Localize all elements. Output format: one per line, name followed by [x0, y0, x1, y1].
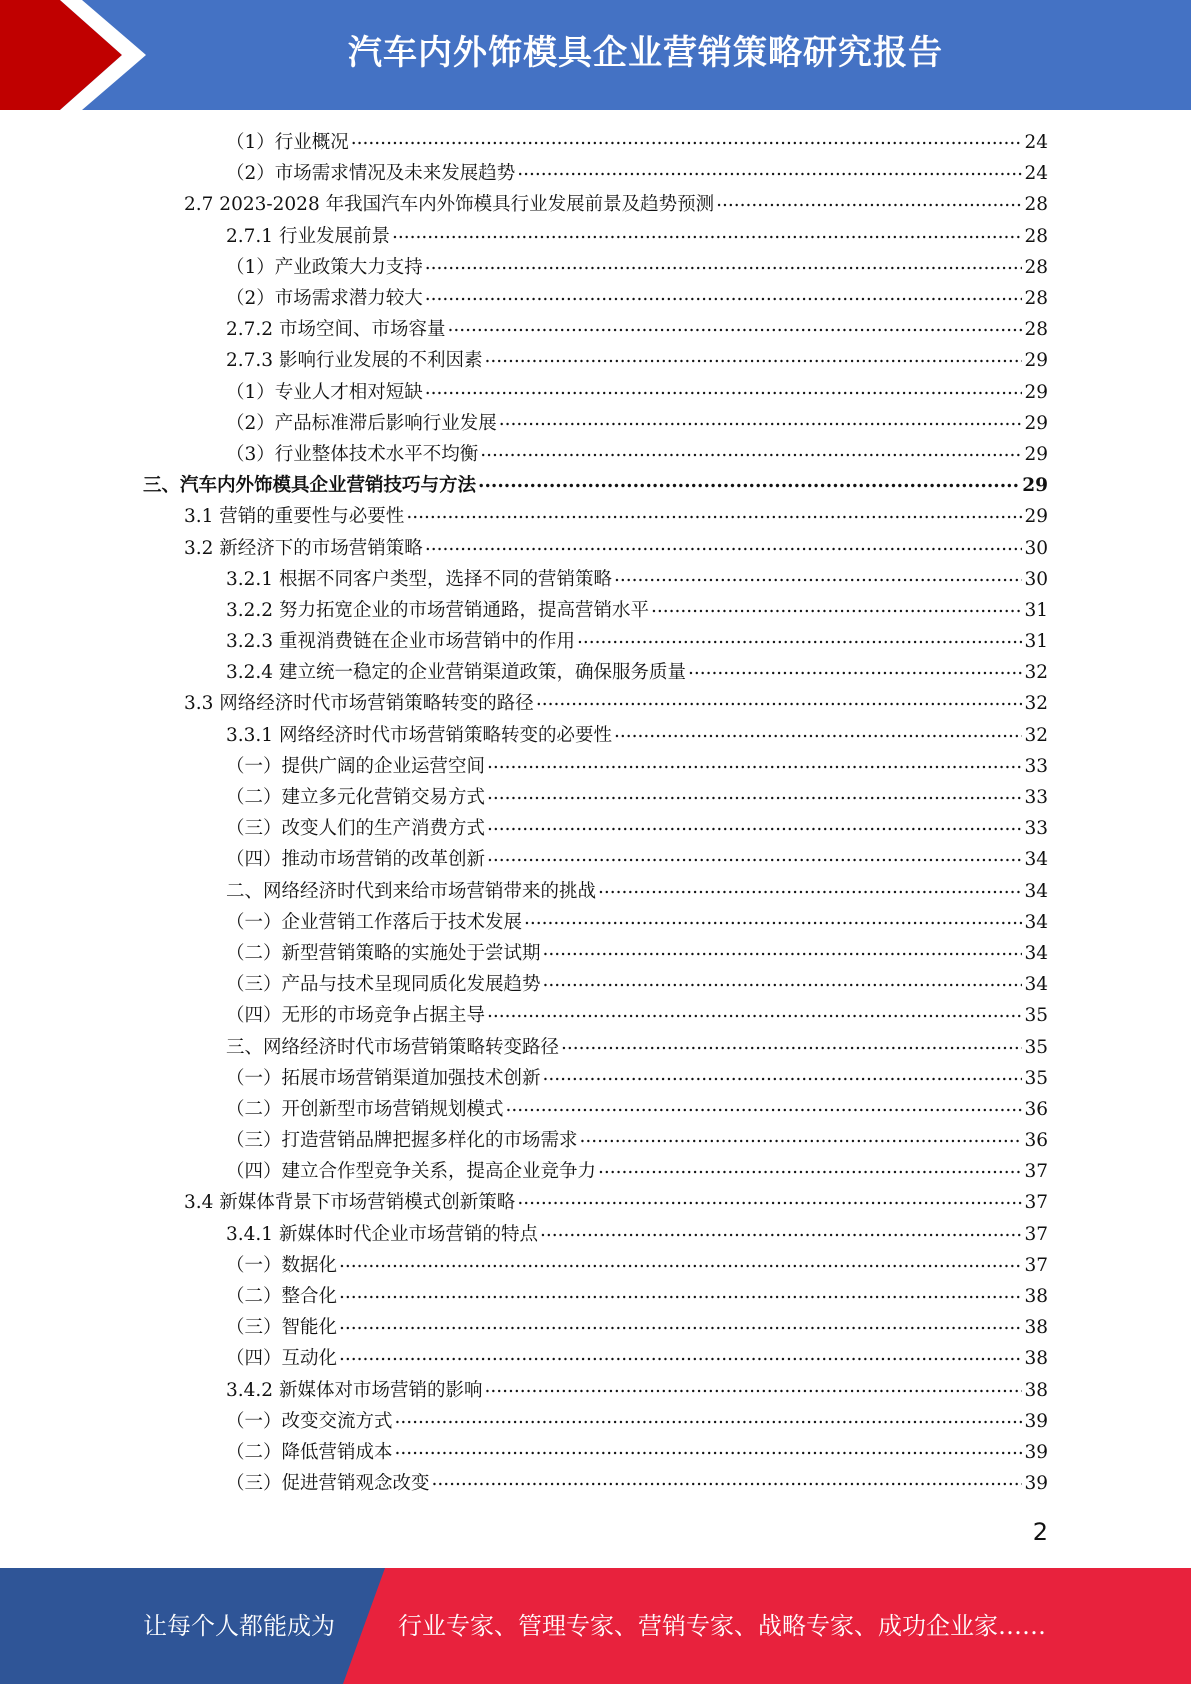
toc-dot-leader — [506, 1094, 1023, 1125]
toc-dot-leader — [425, 283, 1023, 314]
toc-entry-page: 28 — [1024, 256, 1048, 278]
toc-dot-leader — [395, 1406, 1023, 1437]
toc-entry-title: （三）产品与技术呈现同质化发展趋势 — [226, 974, 541, 996]
toc-dot-leader — [536, 688, 1023, 719]
toc-entry-page: 34 — [1024, 880, 1048, 902]
toc-entry-title: 3.4 新媒体背景下市场营销模式创新策略 — [184, 1192, 516, 1214]
toc-entry-page: 29 — [1022, 475, 1048, 497]
toc-entry-title: （一）提供广阔的企业运营空间 — [226, 755, 486, 777]
toc-entry-title: 2.7 2023-2028 年我国汽车内外饰模具行业发展前景及趋势预测 — [184, 194, 715, 216]
toc-dot-leader — [339, 1312, 1022, 1343]
toc-entry-page: 35 — [1024, 1036, 1048, 1058]
toc-entry[interactable] — [0, 1156, 1191, 1187]
toc-dot-leader — [499, 408, 1023, 439]
toc-entry[interactable] — [0, 345, 1191, 376]
toc-entry-page: 24 — [1024, 163, 1048, 185]
toc-entry-title: （2）市场需求潜力较大 — [226, 288, 423, 310]
toc-entry-page: 38 — [1024, 1286, 1048, 1308]
toc-entry-title: 3.2 新经济下的市场营销策略 — [184, 537, 423, 559]
toc-entry-page: 31 — [1024, 599, 1048, 621]
toc-dot-leader — [480, 439, 1022, 470]
toc-dot-leader — [487, 751, 1022, 782]
toc-entry[interactable] — [0, 1187, 1191, 1218]
page-header — [0, 0, 1191, 110]
toc-entry-title: 三、汽车内外饰模具企业营销技巧与方法 — [143, 475, 477, 497]
toc-entry-page: 37 — [1024, 1192, 1048, 1214]
toc-entry-title: 2.7.2 市场空间、市场容量 — [226, 319, 446, 341]
toc-entry-page: 35 — [1024, 1067, 1048, 1089]
toc-entry-title: （四）推动市场营销的改革创新 — [226, 849, 486, 871]
toc-entry[interactable] — [0, 532, 1191, 563]
toc-dot-leader — [487, 1000, 1022, 1031]
toc-entry-page: 28 — [1024, 288, 1048, 310]
toc-entry-title: （一）企业营销工作落后于技术发展 — [226, 911, 523, 933]
toc-entry-title: 三、网络经济时代市场营销策略转变路径 — [226, 1036, 560, 1058]
toc-entry[interactable] — [0, 314, 1191, 345]
toc-dot-leader — [395, 1437, 1023, 1468]
toc-entry-page: 38 — [1024, 1379, 1048, 1401]
toc-entry[interactable] — [0, 751, 1191, 782]
toc-dot-leader — [478, 470, 1020, 501]
toc-entry-page: 32 — [1024, 693, 1048, 715]
toc-entry[interactable] — [0, 813, 1191, 844]
toc-dot-leader — [651, 595, 1022, 626]
toc-entry-page: 34 — [1024, 911, 1048, 933]
toc-entry-title: （三）打造营销品牌把握多样化的市场需求 — [226, 1130, 578, 1152]
header-red-arrow — [0, 0, 122, 110]
toc-entry-title: （2）市场需求情况及未来发展趋势 — [226, 163, 516, 185]
toc-entry-page: 24 — [1024, 132, 1048, 154]
toc-entry[interactable] — [0, 158, 1191, 189]
toc-entry[interactable] — [0, 1125, 1191, 1156]
page-footer — [0, 1568, 1191, 1684]
toc-dot-leader — [425, 533, 1023, 564]
toc-entry[interactable] — [0, 969, 1191, 1000]
toc-entry-title: 3.4.1 新媒体时代企业市场营销的特点 — [226, 1223, 538, 1245]
toc-entry-title: 3.4.2 新媒体对市场营销的影响 — [226, 1379, 483, 1401]
toc-entry[interactable] — [0, 720, 1191, 751]
toc-dot-leader — [517, 1187, 1022, 1218]
toc-dot-leader — [484, 345, 1022, 376]
toc-entry-title: （二）建立多元化营销交易方式 — [226, 787, 486, 809]
toc-dot-leader — [543, 969, 1023, 1000]
toc-entry[interactable] — [0, 283, 1191, 314]
toc-entry-page: 37 — [1024, 1254, 1048, 1276]
toc-dot-leader — [561, 1032, 1022, 1063]
toc-entry-title: （1）产业政策大力支持 — [226, 256, 423, 278]
toc-entry-page: 38 — [1024, 1348, 1048, 1370]
toc-entry[interactable] — [0, 844, 1191, 875]
toc-dot-leader — [425, 252, 1023, 283]
toc-entry-title: （四）建立合作型竞争关系，提高企业竞争力 — [226, 1161, 597, 1183]
toc-entry[interactable] — [0, 1281, 1191, 1312]
toc-entry[interactable] — [0, 1375, 1191, 1406]
toc-entry[interactable] — [0, 595, 1191, 626]
toc-entry-page: 29 — [1024, 412, 1048, 434]
toc-entry[interactable] — [0, 1219, 1191, 1250]
toc-dot-leader — [716, 189, 1022, 220]
toc-entry[interactable] — [0, 626, 1191, 657]
toc-entry-page: 29 — [1024, 350, 1048, 372]
toc-entry-title: 二、网络经济时代到来给市场营销带来的挑战 — [226, 880, 597, 902]
toc-dot-leader — [580, 1125, 1023, 1156]
toc-entry-title: （1）行业概况 — [226, 132, 349, 154]
toc-entry[interactable] — [0, 439, 1191, 470]
toc-entry-page: 39 — [1024, 1410, 1048, 1432]
footer-slogan-right: 行业专家、管理专家、营销专家、战略专家、成功企业家…… — [398, 1612, 1046, 1640]
toc-entry-title: （二）整合化 — [226, 1286, 338, 1308]
toc-entry-page: 34 — [1024, 974, 1048, 996]
toc-entry[interactable] — [0, 501, 1191, 532]
toc-entry[interactable] — [0, 252, 1191, 283]
toc-entry[interactable] — [0, 127, 1191, 158]
toc-dot-leader — [351, 127, 1023, 158]
toc-dot-leader — [540, 1219, 1022, 1250]
toc-entry[interactable] — [0, 470, 1191, 501]
toc-entry[interactable] — [0, 1437, 1191, 1468]
toc-entry-title: （二）降低营销成本 — [226, 1441, 393, 1463]
footer-slogan-left: 让每个人都能成为 — [143, 1612, 335, 1640]
toc-dot-leader — [598, 876, 1022, 907]
toc-entry-page: 37 — [1024, 1161, 1048, 1183]
toc-dot-leader — [432, 1468, 1023, 1499]
toc-dot-leader — [688, 657, 1022, 688]
toc-entry[interactable] — [0, 189, 1191, 220]
toc-dot-leader — [577, 626, 1022, 657]
toc-dot-leader — [339, 1343, 1022, 1374]
toc-entry[interactable] — [0, 564, 1191, 595]
toc-entry[interactable] — [0, 1468, 1191, 1499]
toc-entry-title: 3.2.4 建立统一稳定的企业营销渠道政策，确保服务质量 — [226, 662, 686, 684]
toc-dot-leader — [614, 564, 1022, 595]
toc-entry-page: 30 — [1024, 537, 1048, 559]
toc-dot-leader — [425, 377, 1023, 408]
toc-entry-page: 29 — [1024, 381, 1048, 403]
toc-dot-leader — [598, 1156, 1022, 1187]
toc-entry-page: 39 — [1024, 1441, 1048, 1463]
toc-dot-leader — [543, 1063, 1023, 1094]
toc-entry-page: 35 — [1024, 1005, 1048, 1027]
toc-entry-title: 2.7.1 行业发展前景 — [226, 225, 390, 247]
toc-entry-page: 32 — [1024, 724, 1048, 746]
toc-entry-page: 28 — [1024, 225, 1048, 247]
toc-entry-title: （四）互动化 — [226, 1348, 338, 1370]
toc-entry-title: 2.7.3 影响行业发展的不利因素 — [226, 350, 483, 372]
toc-entry-page: 39 — [1024, 1473, 1048, 1495]
toc-dot-leader — [339, 1250, 1022, 1281]
toc-dot-leader — [339, 1281, 1022, 1312]
toc-entry-title: （三）智能化 — [226, 1317, 338, 1339]
toc-entry[interactable] — [0, 377, 1191, 408]
toc-entry-title: 3.2.3 重视消费链在企业市场营销中的作用 — [226, 631, 575, 653]
toc-entry-title: （三）促进营销观念改变 — [226, 1473, 430, 1495]
toc-entry-page: 36 — [1024, 1130, 1048, 1152]
toc-entry-page: 31 — [1024, 631, 1048, 653]
toc-entry-title: 3.1 营销的重要性与必要性 — [184, 506, 405, 528]
document-title: 汽车内外饰模具企业营销策略研究报告 — [348, 33, 943, 73]
toc-dot-leader — [406, 501, 1022, 532]
toc-entry-title: 3.2.1 根据不同客户类型，选择不同的营销策略 — [226, 568, 612, 590]
toc-entry-page: 32 — [1024, 662, 1048, 684]
toc-entry[interactable] — [0, 907, 1191, 938]
toc-entry-title: 3.3.1 网络经济时代市场营销策略转变的必要性 — [226, 724, 612, 746]
toc-entry-title: （二）新型营销策略的实施处于尝试期 — [226, 942, 541, 964]
toc-dot-leader — [487, 844, 1022, 875]
toc-entry[interactable] — [0, 1000, 1191, 1031]
toc-entry-page: 33 — [1024, 755, 1048, 777]
toc-dot-leader — [487, 813, 1022, 844]
toc-entry-title: 3.2.2 努力拓宽企业的市场营销通路，提高营销水平 — [226, 599, 649, 621]
toc-entry-page: 33 — [1024, 787, 1048, 809]
toc-entry-page: 28 — [1024, 194, 1048, 216]
toc-entry-title: （一）改变交流方式 — [226, 1410, 393, 1432]
page-number: 2 — [1032, 1518, 1048, 1546]
toc-entry[interactable] — [0, 221, 1191, 252]
toc-entry-title: （3）行业整体技术水平不均衡 — [226, 443, 479, 465]
toc-entry-page: 34 — [1024, 942, 1048, 964]
toc-entry-title: （一）数据化 — [226, 1254, 338, 1276]
toc-entry-page: 29 — [1024, 506, 1048, 528]
toc-entry[interactable] — [0, 782, 1191, 813]
toc-dot-leader — [543, 938, 1023, 969]
toc-dot-leader — [447, 314, 1022, 345]
toc-entry[interactable] — [0, 876, 1191, 907]
toc-entry[interactable] — [0, 1312, 1191, 1343]
table-of-contents — [0, 127, 1191, 1499]
toc-entry-title: 3.3 网络经济时代市场营销策略转变的路径 — [184, 693, 534, 715]
toc-entry-title: （1）专业人才相对短缺 — [226, 381, 423, 403]
toc-entry-page: 29 — [1024, 443, 1048, 465]
toc-entry[interactable] — [0, 1406, 1191, 1437]
toc-entry[interactable] — [0, 1063, 1191, 1094]
toc-dot-leader — [484, 1375, 1022, 1406]
toc-entry[interactable] — [0, 1094, 1191, 1125]
toc-entry[interactable] — [0, 1250, 1191, 1281]
toc-entry-page: 37 — [1024, 1223, 1048, 1245]
toc-entry-title: （二）开创新型市场营销规划模式 — [226, 1098, 504, 1120]
toc-dot-leader — [517, 158, 1022, 189]
toc-dot-leader — [524, 907, 1022, 938]
toc-entry-title: （2）产品标准滞后影响行业发展 — [226, 412, 497, 434]
toc-entry-page: 38 — [1024, 1317, 1048, 1339]
toc-entry-page: 30 — [1024, 568, 1048, 590]
toc-dot-leader — [614, 720, 1022, 751]
toc-entry[interactable] — [0, 657, 1191, 688]
toc-entry-page: 34 — [1024, 849, 1048, 871]
toc-entry[interactable] — [0, 1343, 1191, 1374]
toc-entry[interactable] — [0, 938, 1191, 969]
toc-entry-page: 36 — [1024, 1098, 1048, 1120]
toc-dot-leader — [487, 782, 1022, 813]
toc-entry-title: （三）改变人们的生产消费方式 — [226, 818, 486, 840]
toc-entry-title: （四）无形的市场竞争占据主导 — [226, 1005, 486, 1027]
toc-entry-page: 33 — [1024, 818, 1048, 840]
toc-dot-leader — [392, 221, 1022, 252]
toc-entry[interactable] — [0, 1031, 1191, 1062]
toc-entry-page: 28 — [1024, 319, 1048, 341]
toc-entry[interactable] — [0, 408, 1191, 439]
toc-entry-title: （一）拓展市场营销渠道加强技术创新 — [226, 1067, 541, 1089]
toc-entry[interactable] — [0, 688, 1191, 719]
